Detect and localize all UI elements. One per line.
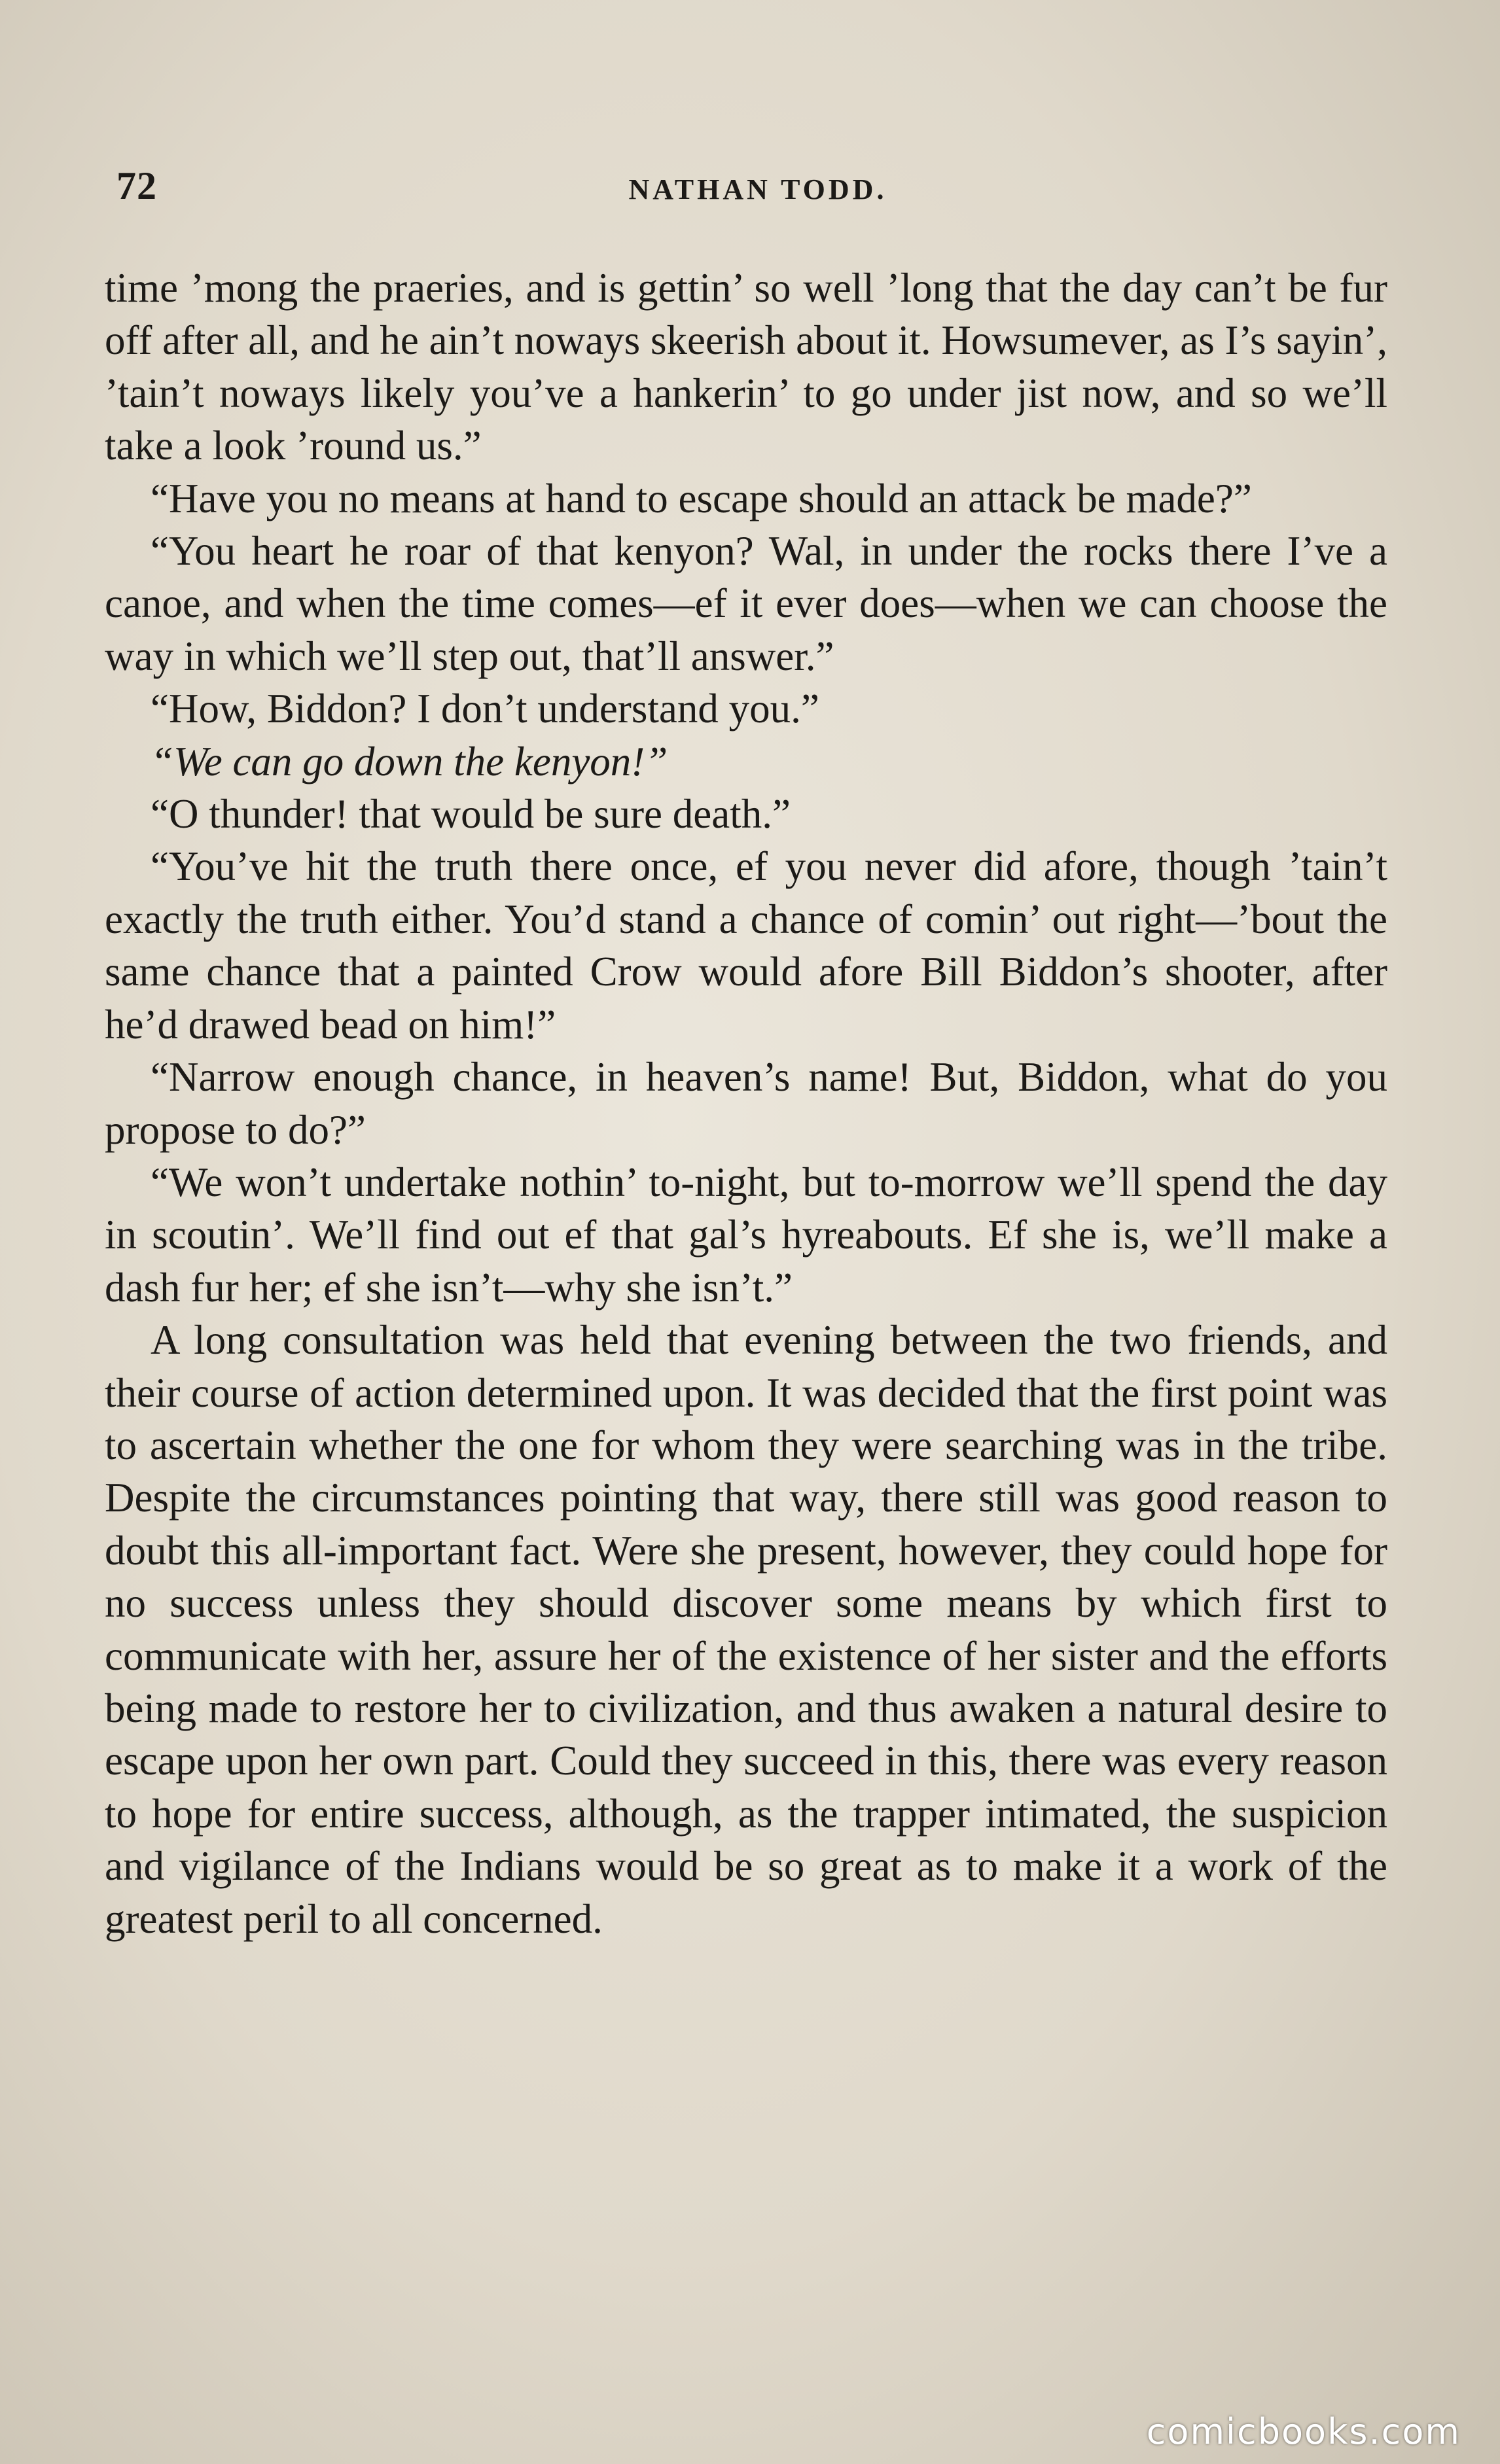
watermark: comicbooks.com <box>1146 2411 1461 2452</box>
italic-quote: “We can go down the kenyon!” <box>151 738 668 784</box>
paragraph: “O thunder! that would be sure death.” <box>151 791 791 837</box>
paragraph: “Have you no means at hand to escape should an attack be made?” <box>151 475 1252 521</box>
page-number: 72 <box>116 164 157 207</box>
paragraph: “You’ve hit the truth there once, ef you never did afore, though ’tain’t exactly the truth either. You’d stand a chance of comin’ out right—’bout the same chance that a painted Crow would afore Bill Biddon’s shooter, after he’d drawed bead on him!” <box>105 843 1387 1047</box>
page-header <box>116 164 1399 216</box>
body-text <box>105 262 1387 1945</box>
paragraph: “How, Biddon? I don’t understand you.” <box>151 686 819 732</box>
running-head: NATHAN TODD. <box>628 173 887 205</box>
paragraph: time ’mong the praeries, and is gettin’ so well ’long that the day can’t be fur off after all, and he ain’t noways skeerish about it. Howsumever, as I’s sayin’, ’tain’t noways likely you’ve a hankerin’ to go under jist now, and so we’ll take a look ’round us.” <box>105 265 1387 469</box>
paragraph <box>105 735 1387 788</box>
paragraph: “We won’t undertake nothin’ to-night, but to-morrow we’ll spend the day in scoutin’. We’ll find out ef that gal’s hyreabouts. Ef she is, we’ll make a dash fur her; ef she isn’t—why she isn’t.” <box>105 1159 1387 1311</box>
paragraph: “You heart he roar of that kenyon? Wal, in under the rocks there I’ve a canoe, and when the time comes—ef it ever does—when we can choose the way in which we’ll step out, that’ll answer.” <box>105 528 1387 679</box>
paragraph: A long consultation was held that evening between the two friends, and their course of action determined upon. It was decided that the first point was to ascertain whether the one for whom they were searching was in the tribe. Despite the circumstances pointing that way, there still was good reason to doubt this all-important fact. Were she present, however, they could hope for no success unless they should discover some means by which first to communicate with her, assure her of the existence of her sister and the efforts being made to restore her to civilization, and thus awaken a natural desire to escape upon her own part. Could they succeed in this, there was every reason to hope for entire success, although, as the trapper intimated, the suspicion and vigilance of the Indians would be so great as to make it a work of the greatest peril to all concerned. <box>105 1317 1387 1942</box>
paragraph: “Narrow enough chance, in heaven’s name! But, Biddon, what do you propose to do?” <box>105 1054 1387 1153</box>
